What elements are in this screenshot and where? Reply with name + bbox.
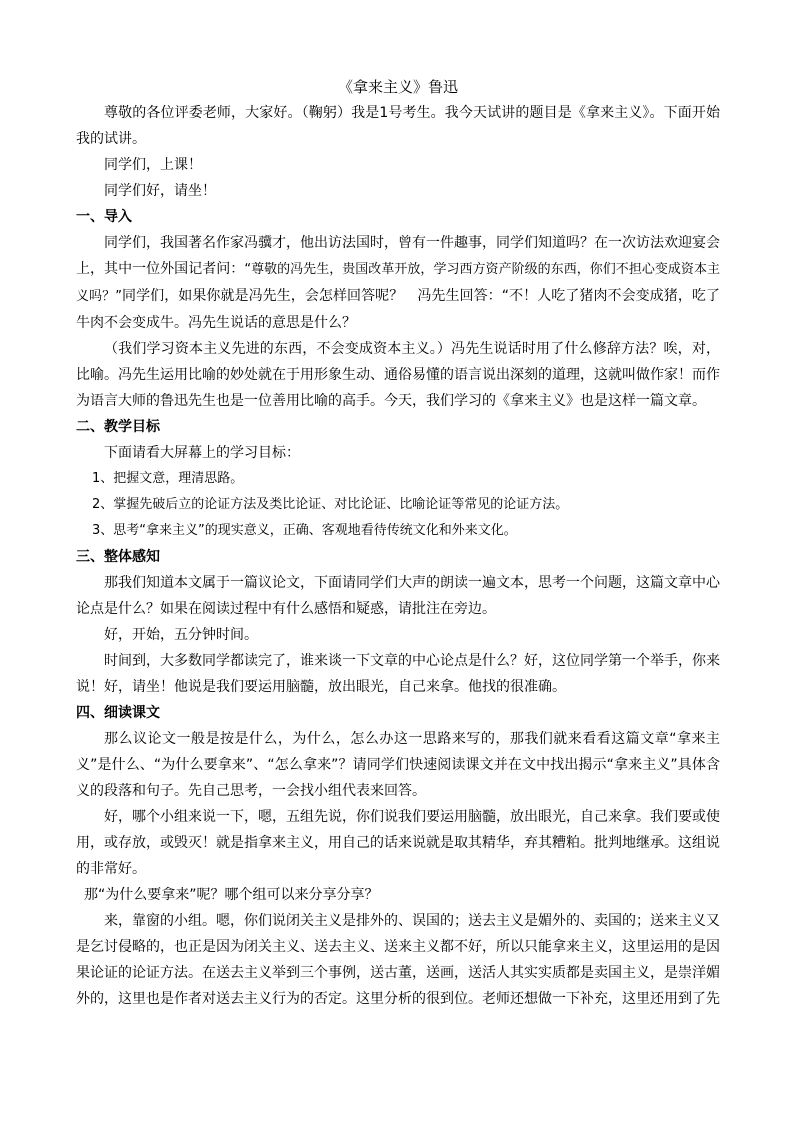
reading-paragraph-3: 那“为什么要拿来”呢？哪个组可以来分享分享？ [84, 887, 379, 903]
reading-paragraph-1: 那么议论文一般是按是什么，为什么，怎么办这一思路来写的，那我们就来看看这篇文章“拿来主义”是什么、“为什么要拿来”、“怎么拿来”？请同学们快速阅读课文并在文中找出揭示“拿来主义”具体含义的段落和句子。先自己思考，一会找小组代表来回答。 [76, 731, 720, 799]
metaphor-paragraph: （我们学习资本主义先进的东西，不会变成资本主义。）冯先生说话时用了什么修辞方法？唉，对，比喻。冯先生运用比喻的妙处就在于用形象生动、通俗易懂的语言说出深刻的道理，这就叫做作家！而作为语言大师的鲁迅先生也是一位善用比喻的高手。今天，我们学习的《拿来主义》也是这样一篇文章。 [76, 341, 720, 409]
section-heading-close-reading: 四、细读课文 [76, 705, 160, 721]
reading-paragraph-2: 好，哪个小组来说一下，嗯，五组先说，你们说我们要运用脑髓，放出眼光，自己来拿。我们要或使用，或存放，或毁灭！就是指拿来主义，用自己的话来说就是取其精华，弃其糟粕。批判地继承。这组说的非常好。 [76, 809, 720, 877]
reporter-quote: “尊敬的冯先生，贵国改革开放，学习西方资产阶级的东西，你们不担心变成资本主义吗？” [76, 262, 720, 304]
goal-item: 3、思考“拿来主义”的现实意义，正确、客观地看待传统文化和外来文化。 [92, 523, 517, 538]
feng-quote: “不！人吃了猪肉不会变成猪，吃了牛肉不会变成牛。 [76, 288, 720, 331]
intro-story-paragraph [76, 230, 720, 336]
story-text-b: 同学们，如果你就是冯先生，会怎样回答呢？ 冯先生回答： [121, 288, 502, 304]
reading-paragraph-4: 来，靠窗的小组。嗯，你们说闭关主义是排外的、误国的；送去主义是媚外的、卖国的；送来主义又是乞讨侵略的，也正是因为闭关主义、送去主义、送来主义都不好，所以只能拿来主义，这里运用的是因果论证的论证方法。在送去主义举到三个事例，送古董，送画，送活人其实实质都是卖国主义，是崇洋媚外的，这里也是作者对送去主义行为的否定。这里分析的很到位。老师还想做一下补充，这里还用到了先 [76, 913, 720, 1007]
document-page [76, 74, 720, 1012]
overview-answer: 时间到，大多数同学都读完了，谁来谈一下文章的中心论点是什么？好，这位同学第一个举手，你来说！好，请坐！他说是我们要运用脑髓，放出眼光，自己来拿。他找的很准确。 [76, 653, 720, 695]
goal-item: 2、掌握先破后立的论证方法及类比论证、对比论证、比喻论证等常见的论证方法。 [92, 497, 569, 512]
overview-start: 好，开始，五分钟时间。 [104, 627, 258, 643]
intro-greeting: 同学们，上课！ [104, 157, 202, 173]
intro-response: 同学们好，请坐！ [104, 183, 216, 199]
document-title: 《拿来主义》鲁迅 [337, 78, 458, 96]
goal-item: 1、把握文意，理清思路。 [92, 471, 244, 486]
section-heading-overview: 三、整体感知 [76, 549, 160, 565]
overview-paragraph: 那我们知道本文属于一篇议论文，下面请同学们大声的朗读一遍文本，思考一个问题，这篇文章中心论点是什么？如果在阅读过程中有什么感悟和疑惑，请批注在旁边。 [76, 575, 720, 617]
section-heading-intro: 一、导入 [76, 209, 132, 225]
intro-paragraph: 尊敬的各位评委老师，大家好。（鞠躬）我是1号考生。我今天试讲的题目是《拿来主义》。下面开始我的试讲。 [76, 105, 720, 147]
story-text-c: 冯先生说话的意思是什么？ [188, 315, 356, 331]
goals-intro: 下面请看大屏幕上的学习目标： [104, 445, 300, 461]
section-heading-goals: 二、教学目标 [76, 419, 160, 435]
story-text-a: 同学们，我国著名作家冯骥才，他出访法国时，曾有一件趣事，同学们知道吗？在一次访法欢迎宴会上，其中一位外国记者问： [76, 235, 720, 277]
